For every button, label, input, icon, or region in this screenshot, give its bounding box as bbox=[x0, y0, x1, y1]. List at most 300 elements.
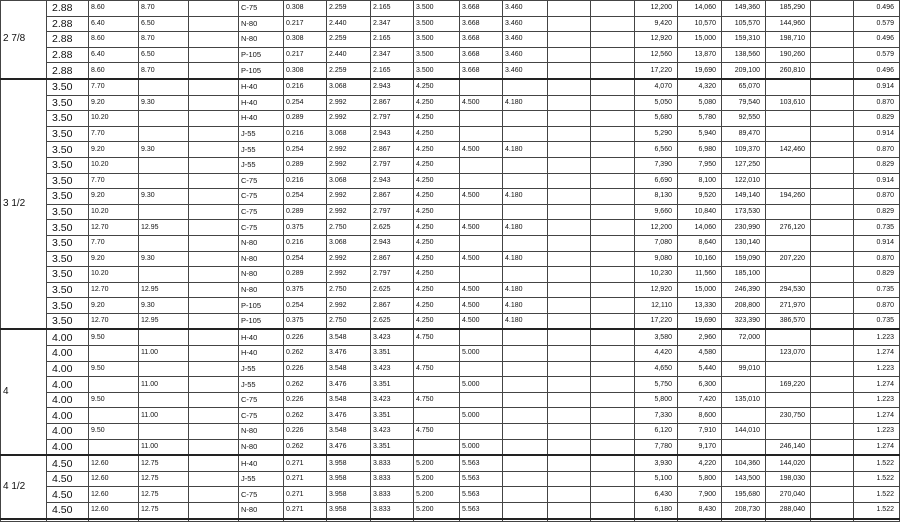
table-cell: 7.70 bbox=[89, 173, 139, 189]
table-cell bbox=[591, 377, 635, 393]
table-cell bbox=[503, 408, 548, 424]
table-cell: 5,940 bbox=[678, 126, 722, 142]
table-cell bbox=[503, 392, 548, 408]
table-cell: N-80 bbox=[239, 32, 284, 48]
table-cell: 135,010 bbox=[722, 392, 766, 408]
table-cell: 4.500 bbox=[460, 298, 503, 314]
table-cell: 194,260 bbox=[766, 189, 811, 205]
table-cell: 5,800 bbox=[678, 471, 722, 487]
table-cell bbox=[189, 95, 239, 111]
table-cell bbox=[189, 408, 239, 424]
table-cell: 4.00 bbox=[47, 392, 89, 408]
table-cell: 6,180 bbox=[635, 503, 678, 519]
table-row bbox=[1, 173, 900, 189]
table-cell: 0.375 bbox=[284, 220, 327, 236]
table-cell bbox=[811, 471, 854, 487]
table-cell: 5,680 bbox=[635, 111, 678, 127]
table-cell bbox=[548, 204, 591, 220]
table-cell: 2.750 bbox=[327, 220, 371, 236]
table-cell: C-75 bbox=[239, 408, 284, 424]
table-cell bbox=[89, 439, 139, 455]
table-cell: 0.308 bbox=[284, 1, 327, 17]
table-cell: 0.254 bbox=[284, 298, 327, 314]
table-cell: 2.992 bbox=[327, 298, 371, 314]
table-cell bbox=[548, 173, 591, 189]
table-cell: 6,300 bbox=[678, 377, 722, 393]
table-cell: 3.500 bbox=[414, 16, 460, 32]
table-cell bbox=[548, 392, 591, 408]
table-cell: 3.833 bbox=[371, 487, 414, 503]
table-cell bbox=[503, 204, 548, 220]
table-cell: 0.271 bbox=[284, 471, 327, 487]
table-cell: 3.958 bbox=[327, 455, 371, 471]
table-row bbox=[1, 142, 900, 158]
table-cell bbox=[548, 519, 591, 522]
table-cell bbox=[548, 424, 591, 440]
table-cell bbox=[591, 329, 635, 345]
table-cell: 3.068 bbox=[327, 79, 371, 95]
table-cell bbox=[89, 519, 139, 522]
table-cell bbox=[548, 439, 591, 455]
table-cell: 0.226 bbox=[284, 424, 327, 440]
table-cell: 79,540 bbox=[722, 95, 766, 111]
table-cell bbox=[139, 157, 189, 173]
table-cell: 15,000 bbox=[678, 32, 722, 48]
table-row bbox=[1, 503, 900, 519]
table-cell bbox=[284, 519, 327, 522]
table-cell: 4.500 bbox=[460, 313, 503, 329]
table-cell: 1.274 bbox=[854, 439, 900, 455]
table-cell: 2.992 bbox=[327, 267, 371, 283]
table-cell bbox=[139, 519, 189, 522]
table-cell: 1.274 bbox=[854, 377, 900, 393]
table-cell bbox=[766, 519, 811, 522]
table-cell: 270,040 bbox=[766, 487, 811, 503]
table-cell: 5,800 bbox=[635, 392, 678, 408]
table-cell: 4.500 bbox=[460, 282, 503, 298]
table-cell bbox=[239, 519, 284, 522]
table-cell: 4.250 bbox=[414, 267, 460, 283]
table-cell bbox=[503, 157, 548, 173]
table-cell bbox=[548, 487, 591, 503]
size-group-label: 2 7/8 bbox=[1, 1, 47, 79]
table-cell bbox=[548, 503, 591, 519]
table-cell: 2.797 bbox=[371, 111, 414, 127]
table-cell: 122,010 bbox=[722, 173, 766, 189]
table-cell: 4.250 bbox=[414, 313, 460, 329]
table-cell bbox=[548, 251, 591, 267]
table-cell: 7,910 bbox=[678, 424, 722, 440]
table-cell: 14,060 bbox=[678, 1, 722, 17]
table-row bbox=[1, 63, 900, 79]
table-cell: 0.375 bbox=[284, 282, 327, 298]
table-cell: 1.223 bbox=[854, 361, 900, 377]
table-cell: 10,840 bbox=[678, 204, 722, 220]
table-cell bbox=[811, 16, 854, 32]
table-cell: 0.226 bbox=[284, 361, 327, 377]
table-cell: 4.750 bbox=[414, 329, 460, 345]
table-cell bbox=[811, 142, 854, 158]
table-row bbox=[1, 487, 900, 503]
table-cell: 0.870 bbox=[854, 298, 900, 314]
table-cell bbox=[548, 111, 591, 127]
table-row bbox=[1, 204, 900, 220]
table-cell: 4.250 bbox=[414, 235, 460, 251]
table-cell bbox=[854, 519, 900, 522]
table-row bbox=[1, 313, 900, 329]
table-cell bbox=[811, 424, 854, 440]
table-cell: 159,310 bbox=[722, 32, 766, 48]
table-cell bbox=[503, 503, 548, 519]
table-cell: 149,140 bbox=[722, 189, 766, 205]
table-cell bbox=[811, 329, 854, 345]
table-cell: 9,420 bbox=[635, 16, 678, 32]
table-cell: 4.250 bbox=[414, 282, 460, 298]
table-cell bbox=[503, 455, 548, 471]
table-cell: 0.271 bbox=[284, 487, 327, 503]
table-cell: C-75 bbox=[239, 173, 284, 189]
table-row bbox=[1, 79, 900, 95]
table-cell: 144,010 bbox=[722, 424, 766, 440]
table-row bbox=[1, 408, 900, 424]
table-cell: 3.068 bbox=[327, 173, 371, 189]
table-cell: 386,570 bbox=[766, 313, 811, 329]
table-cell bbox=[503, 111, 548, 127]
table-cell bbox=[591, 282, 635, 298]
table-cell bbox=[811, 487, 854, 503]
table-cell bbox=[811, 439, 854, 455]
table-cell: 159,090 bbox=[722, 251, 766, 267]
table-cell bbox=[371, 519, 414, 522]
table-cell: 2.992 bbox=[327, 189, 371, 205]
table-cell bbox=[548, 47, 591, 63]
table-cell bbox=[189, 111, 239, 127]
table-cell bbox=[766, 204, 811, 220]
table-cell: 2.259 bbox=[327, 63, 371, 79]
table-cell: 10,230 bbox=[635, 267, 678, 283]
table-cell: 2.867 bbox=[371, 298, 414, 314]
table-cell: 10.20 bbox=[89, 267, 139, 283]
table-cell: 0.254 bbox=[284, 95, 327, 111]
table-cell bbox=[811, 220, 854, 236]
table-cell bbox=[722, 408, 766, 424]
table-cell: 2.943 bbox=[371, 235, 414, 251]
table-cell: 3.50 bbox=[47, 189, 89, 205]
table-cell bbox=[189, 282, 239, 298]
table-cell: P-105 bbox=[239, 298, 284, 314]
table-cell: 2.867 bbox=[371, 251, 414, 267]
table-cell bbox=[139, 392, 189, 408]
table-cell bbox=[503, 487, 548, 503]
table-cell bbox=[189, 503, 239, 519]
table-cell: 4.500 bbox=[460, 142, 503, 158]
table-cell: 3.50 bbox=[47, 126, 89, 142]
table-cell: 99,010 bbox=[722, 361, 766, 377]
table-cell: 3.668 bbox=[460, 16, 503, 32]
table-cell: 2.625 bbox=[371, 282, 414, 298]
table-cell: 9.20 bbox=[89, 142, 139, 158]
table-cell: 11.00 bbox=[139, 439, 189, 455]
table-cell bbox=[591, 32, 635, 48]
table-cell bbox=[548, 282, 591, 298]
table-cell bbox=[460, 329, 503, 345]
table-cell: 10.20 bbox=[89, 111, 139, 127]
table-cell bbox=[503, 346, 548, 362]
table-cell: 4.00 bbox=[47, 408, 89, 424]
table-cell: 4,220 bbox=[678, 455, 722, 471]
table-cell: 9.30 bbox=[139, 189, 189, 205]
table-cell: 9.30 bbox=[139, 298, 189, 314]
table-cell: C-75 bbox=[239, 204, 284, 220]
table-cell bbox=[766, 361, 811, 377]
table-cell: 2.943 bbox=[371, 126, 414, 142]
table-cell: 9.50 bbox=[89, 424, 139, 440]
table-cell: 2.750 bbox=[327, 282, 371, 298]
table-cell bbox=[591, 1, 635, 17]
table-cell: J-55 bbox=[239, 126, 284, 142]
table-cell: 3.068 bbox=[327, 126, 371, 142]
table-cell: 0.254 bbox=[284, 251, 327, 267]
table-cell: 0.262 bbox=[284, 439, 327, 455]
table-cell bbox=[766, 79, 811, 95]
table-body bbox=[1, 1, 900, 522]
table-row bbox=[1, 95, 900, 111]
table-cell: 127,250 bbox=[722, 157, 766, 173]
table-cell: 3.460 bbox=[503, 1, 548, 17]
table-row bbox=[1, 32, 900, 48]
table-cell: 10.20 bbox=[89, 204, 139, 220]
table-cell: 11.00 bbox=[139, 408, 189, 424]
table-cell bbox=[591, 111, 635, 127]
table-cell: 12.70 bbox=[89, 282, 139, 298]
table-cell bbox=[766, 157, 811, 173]
table-cell: 2.347 bbox=[371, 47, 414, 63]
table-cell: 4.180 bbox=[503, 282, 548, 298]
table-cell: 3.548 bbox=[327, 329, 371, 345]
table-cell bbox=[460, 111, 503, 127]
table-cell: 0.914 bbox=[854, 235, 900, 251]
table-cell bbox=[89, 377, 139, 393]
table-cell bbox=[503, 471, 548, 487]
table-cell: 4.180 bbox=[503, 95, 548, 111]
table-cell: 0.914 bbox=[854, 173, 900, 189]
table-cell: 123,070 bbox=[766, 346, 811, 362]
table-cell: 0.216 bbox=[284, 126, 327, 142]
table-cell: 105,570 bbox=[722, 16, 766, 32]
table-cell: 12.60 bbox=[89, 455, 139, 471]
table-cell bbox=[591, 47, 635, 63]
table-cell: 3.668 bbox=[460, 32, 503, 48]
table-cell bbox=[189, 471, 239, 487]
table-cell: 103,610 bbox=[766, 95, 811, 111]
table-cell: 4.250 bbox=[414, 251, 460, 267]
table-cell: 9,660 bbox=[635, 204, 678, 220]
table-cell bbox=[189, 79, 239, 95]
table-cell: 5.000 bbox=[460, 439, 503, 455]
table-cell bbox=[460, 79, 503, 95]
table-cell: 2.440 bbox=[327, 47, 371, 63]
table-cell: 8.70 bbox=[139, 63, 189, 79]
table-cell: 294,530 bbox=[766, 282, 811, 298]
table-cell: 173,530 bbox=[722, 204, 766, 220]
table-row bbox=[1, 235, 900, 251]
table-cell: 7.70 bbox=[89, 79, 139, 95]
table-cell bbox=[811, 32, 854, 48]
table-cell: 5.563 bbox=[460, 487, 503, 503]
table-cell: 92,550 bbox=[722, 111, 766, 127]
table-cell bbox=[139, 126, 189, 142]
table-cell: 7,420 bbox=[678, 392, 722, 408]
table-cell bbox=[591, 503, 635, 519]
table-cell: 3,930 bbox=[635, 455, 678, 471]
table-cell: C-75 bbox=[239, 1, 284, 17]
table-cell: 2,960 bbox=[678, 329, 722, 345]
table-cell: 7.70 bbox=[89, 235, 139, 251]
table-cell: 3.668 bbox=[460, 63, 503, 79]
table-cell: J-55 bbox=[239, 471, 284, 487]
table-cell bbox=[811, 455, 854, 471]
table-cell: 4,420 bbox=[635, 346, 678, 362]
table-cell: 8,130 bbox=[635, 189, 678, 205]
table-cell: 0.735 bbox=[854, 282, 900, 298]
table-cell bbox=[591, 126, 635, 142]
table-cell bbox=[722, 377, 766, 393]
table-row bbox=[1, 377, 900, 393]
table-cell bbox=[548, 32, 591, 48]
table-cell: 4.250 bbox=[414, 142, 460, 158]
table-cell bbox=[811, 235, 854, 251]
table-cell: 12,560 bbox=[635, 47, 678, 63]
table-cell: 208,800 bbox=[722, 298, 766, 314]
table-cell bbox=[591, 487, 635, 503]
table-cell bbox=[460, 424, 503, 440]
table-cell bbox=[591, 63, 635, 79]
table-cell bbox=[591, 313, 635, 329]
table-cell: J-55 bbox=[239, 157, 284, 173]
table-cell: 3.833 bbox=[371, 503, 414, 519]
table-cell: 0.496 bbox=[854, 63, 900, 79]
table-cell: 4.50 bbox=[47, 471, 89, 487]
table-cell: N-80 bbox=[239, 439, 284, 455]
table-cell: 3.50 bbox=[47, 157, 89, 173]
table-cell: 130,140 bbox=[722, 235, 766, 251]
table-cell: 9,520 bbox=[678, 189, 722, 205]
table-cell: 0.735 bbox=[854, 313, 900, 329]
table-cell: 0.216 bbox=[284, 173, 327, 189]
table-cell: 3.476 bbox=[327, 439, 371, 455]
table-cell bbox=[811, 111, 854, 127]
table-cell: 2.259 bbox=[327, 1, 371, 17]
table-cell: 3.476 bbox=[327, 346, 371, 362]
table-cell: 7,330 bbox=[635, 408, 678, 424]
table-cell: 5,780 bbox=[678, 111, 722, 127]
table-cell bbox=[139, 424, 189, 440]
table-cell: 2.347 bbox=[371, 16, 414, 32]
table-cell bbox=[189, 157, 239, 173]
table-cell bbox=[811, 47, 854, 63]
table-cell: 4.180 bbox=[503, 142, 548, 158]
table-cell: 198,710 bbox=[766, 32, 811, 48]
table-cell: 3.423 bbox=[371, 361, 414, 377]
table-cell: 207,220 bbox=[766, 251, 811, 267]
table-cell: 3.958 bbox=[327, 503, 371, 519]
table-cell: 2.88 bbox=[47, 16, 89, 32]
table-cell: 8.60 bbox=[89, 32, 139, 48]
table-cell bbox=[811, 189, 854, 205]
table-cell bbox=[591, 455, 635, 471]
table-cell: 4,070 bbox=[635, 79, 678, 95]
table-cell bbox=[189, 251, 239, 267]
table-cell: 185,100 bbox=[722, 267, 766, 283]
table-cell: 2.750 bbox=[327, 313, 371, 329]
table-cell: 2.797 bbox=[371, 204, 414, 220]
table-cell bbox=[139, 173, 189, 189]
table-cell: 7,080 bbox=[635, 235, 678, 251]
table-cell bbox=[503, 377, 548, 393]
table-cell bbox=[591, 235, 635, 251]
table-row bbox=[1, 47, 900, 63]
table-cell: 323,390 bbox=[722, 313, 766, 329]
table-cell bbox=[811, 267, 854, 283]
table-cell bbox=[766, 126, 811, 142]
table-cell: 7,950 bbox=[678, 157, 722, 173]
table-cell bbox=[548, 63, 591, 79]
table-cell: 4.00 bbox=[47, 377, 89, 393]
table-cell: 0.829 bbox=[854, 111, 900, 127]
table-cell bbox=[139, 361, 189, 377]
table-cell: 230,750 bbox=[766, 408, 811, 424]
table-cell bbox=[548, 1, 591, 17]
table-cell: N-80 bbox=[239, 282, 284, 298]
table-cell: 0.262 bbox=[284, 408, 327, 424]
table-cell: 1.274 bbox=[854, 346, 900, 362]
table-cell: 4.750 bbox=[414, 392, 460, 408]
table-cell: N-80 bbox=[239, 16, 284, 32]
table-cell bbox=[189, 142, 239, 158]
table-cell: 6.40 bbox=[89, 47, 139, 63]
table-cell bbox=[591, 173, 635, 189]
table-cell: 246,390 bbox=[722, 282, 766, 298]
table-cell: 0.829 bbox=[854, 157, 900, 173]
table-cell: 6,560 bbox=[635, 142, 678, 158]
table-cell: 4.250 bbox=[414, 173, 460, 189]
table-cell: 3.548 bbox=[327, 424, 371, 440]
table-cell: 288,040 bbox=[766, 503, 811, 519]
table-cell: N-80 bbox=[239, 251, 284, 267]
table-cell bbox=[139, 79, 189, 95]
table-cell: 12,920 bbox=[635, 282, 678, 298]
table-cell: P-105 bbox=[239, 313, 284, 329]
table-cell: 0.914 bbox=[854, 126, 900, 142]
table-cell: H-40 bbox=[239, 346, 284, 362]
table-row bbox=[1, 455, 900, 471]
table-cell: 12.60 bbox=[89, 487, 139, 503]
table-cell: 3.50 bbox=[47, 298, 89, 314]
table-cell: 6,980 bbox=[678, 142, 722, 158]
table-cell: 1.223 bbox=[854, 329, 900, 345]
table-cell: 185,290 bbox=[766, 1, 811, 17]
table-cell bbox=[139, 204, 189, 220]
table-cell: 0.262 bbox=[284, 346, 327, 362]
table-cell bbox=[460, 126, 503, 142]
table-cell: 10,160 bbox=[678, 251, 722, 267]
table-cell: 1.522 bbox=[854, 487, 900, 503]
table-cell: 9.50 bbox=[89, 392, 139, 408]
table-cell: N-80 bbox=[239, 424, 284, 440]
table-cell bbox=[811, 392, 854, 408]
table-cell bbox=[189, 126, 239, 142]
table-cell: 0.579 bbox=[854, 47, 900, 63]
